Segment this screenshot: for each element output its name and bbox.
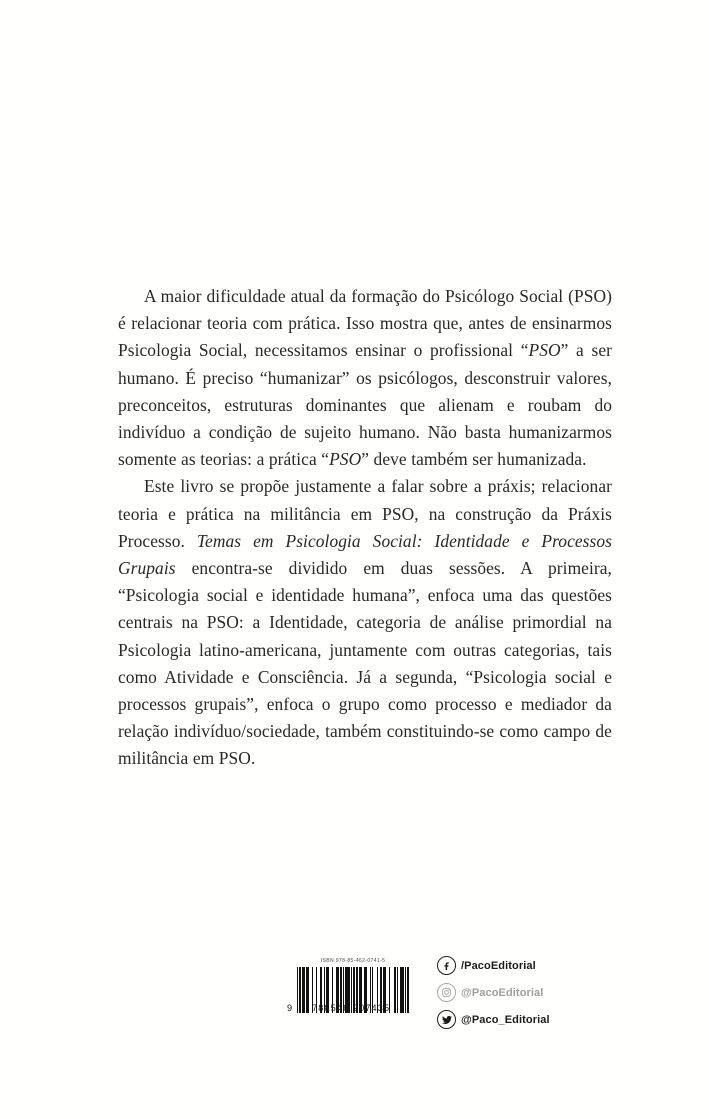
ean-main-digits: 788546 207435 <box>312 1003 391 1013</box>
isbn-text: ISBN 978-85-462-0741-5 <box>320 957 386 965</box>
social-row-instagram[interactable] <box>437 979 550 1006</box>
social-handle-instagram: @PacoEditorial <box>461 986 544 999</box>
facebook-icon <box>437 956 456 975</box>
blurb-p1-italic-pso-2: PSO <box>329 449 362 470</box>
blurb-p2-part-2: encontra-se dividido em duas sessões. A primeira, “Psicologia social e identidade humana”, enfoca uma das questões centrais na PSO: a Identidade, categoria de análise primordial na Psicologia latino-americana, juntamente com outras categorias, tais como Atividade e Consciência. Já a segunda, “Psicologia social e processos grupais”, enfoca o grupo como processo e mediador da relação indivíduo/sociedade, também constituindo-se como campo de militância em PSO. <box>118 558 612 769</box>
social-handle-twitter: @Paco_Editorial <box>461 1013 550 1026</box>
barcode-block <box>288 958 418 1013</box>
blurb-p1-part-2: ” a ser humano. É preciso “humanizar” os psicólogos, desconstruir valores, preconceitos, estruturas dominantes que alienam e roubam do indivíduo a condição de sujeito humano. Não basta humanizarmos somente as teorias: a prática “ <box>118 340 612 470</box>
blurb-paragraph-2 <box>118 473 612 772</box>
blurb-text-block <box>118 283 612 773</box>
social-row-facebook[interactable] <box>437 952 550 979</box>
blurb-p2-italic-book-title: Temas em Psicologia Social: Identidade e Processos Grupais <box>118 530 612 579</box>
blurb-p1-part-3: ” deve também ser humanizada. <box>361 449 587 470</box>
blurb-p1-italic-pso-1: PSO <box>528 340 561 361</box>
barcode-graphic <box>287 967 409 1013</box>
footer-strip <box>0 952 709 1062</box>
social-links-block <box>437 952 550 1033</box>
twitter-icon <box>437 1010 456 1029</box>
blurb-p2-part-1: Este livro se propõe justamente a falar sobre a práxis; relacionar teoria e prática na militância em PSO, na construção da Práxis Processo. <box>118 476 612 551</box>
ean-lead-digit: 9 <box>287 1003 293 1013</box>
social-row-twitter[interactable] <box>437 1006 550 1033</box>
blurb-paragraph-1 <box>118 283 612 473</box>
instagram-icon <box>437 983 456 1002</box>
blurb-p1-part-1: A maior dificuldade atual da formação do Psicólogo Social (PSO) é relacionar teoria com prática. Isso mostra que, antes de ensinarmos Psicologia Social, necessitamos ensinar o profissional “ <box>118 286 612 361</box>
ean-digits-row <box>287 1003 409 1013</box>
social-handle-facebook: /PacoEditorial <box>461 959 536 972</box>
